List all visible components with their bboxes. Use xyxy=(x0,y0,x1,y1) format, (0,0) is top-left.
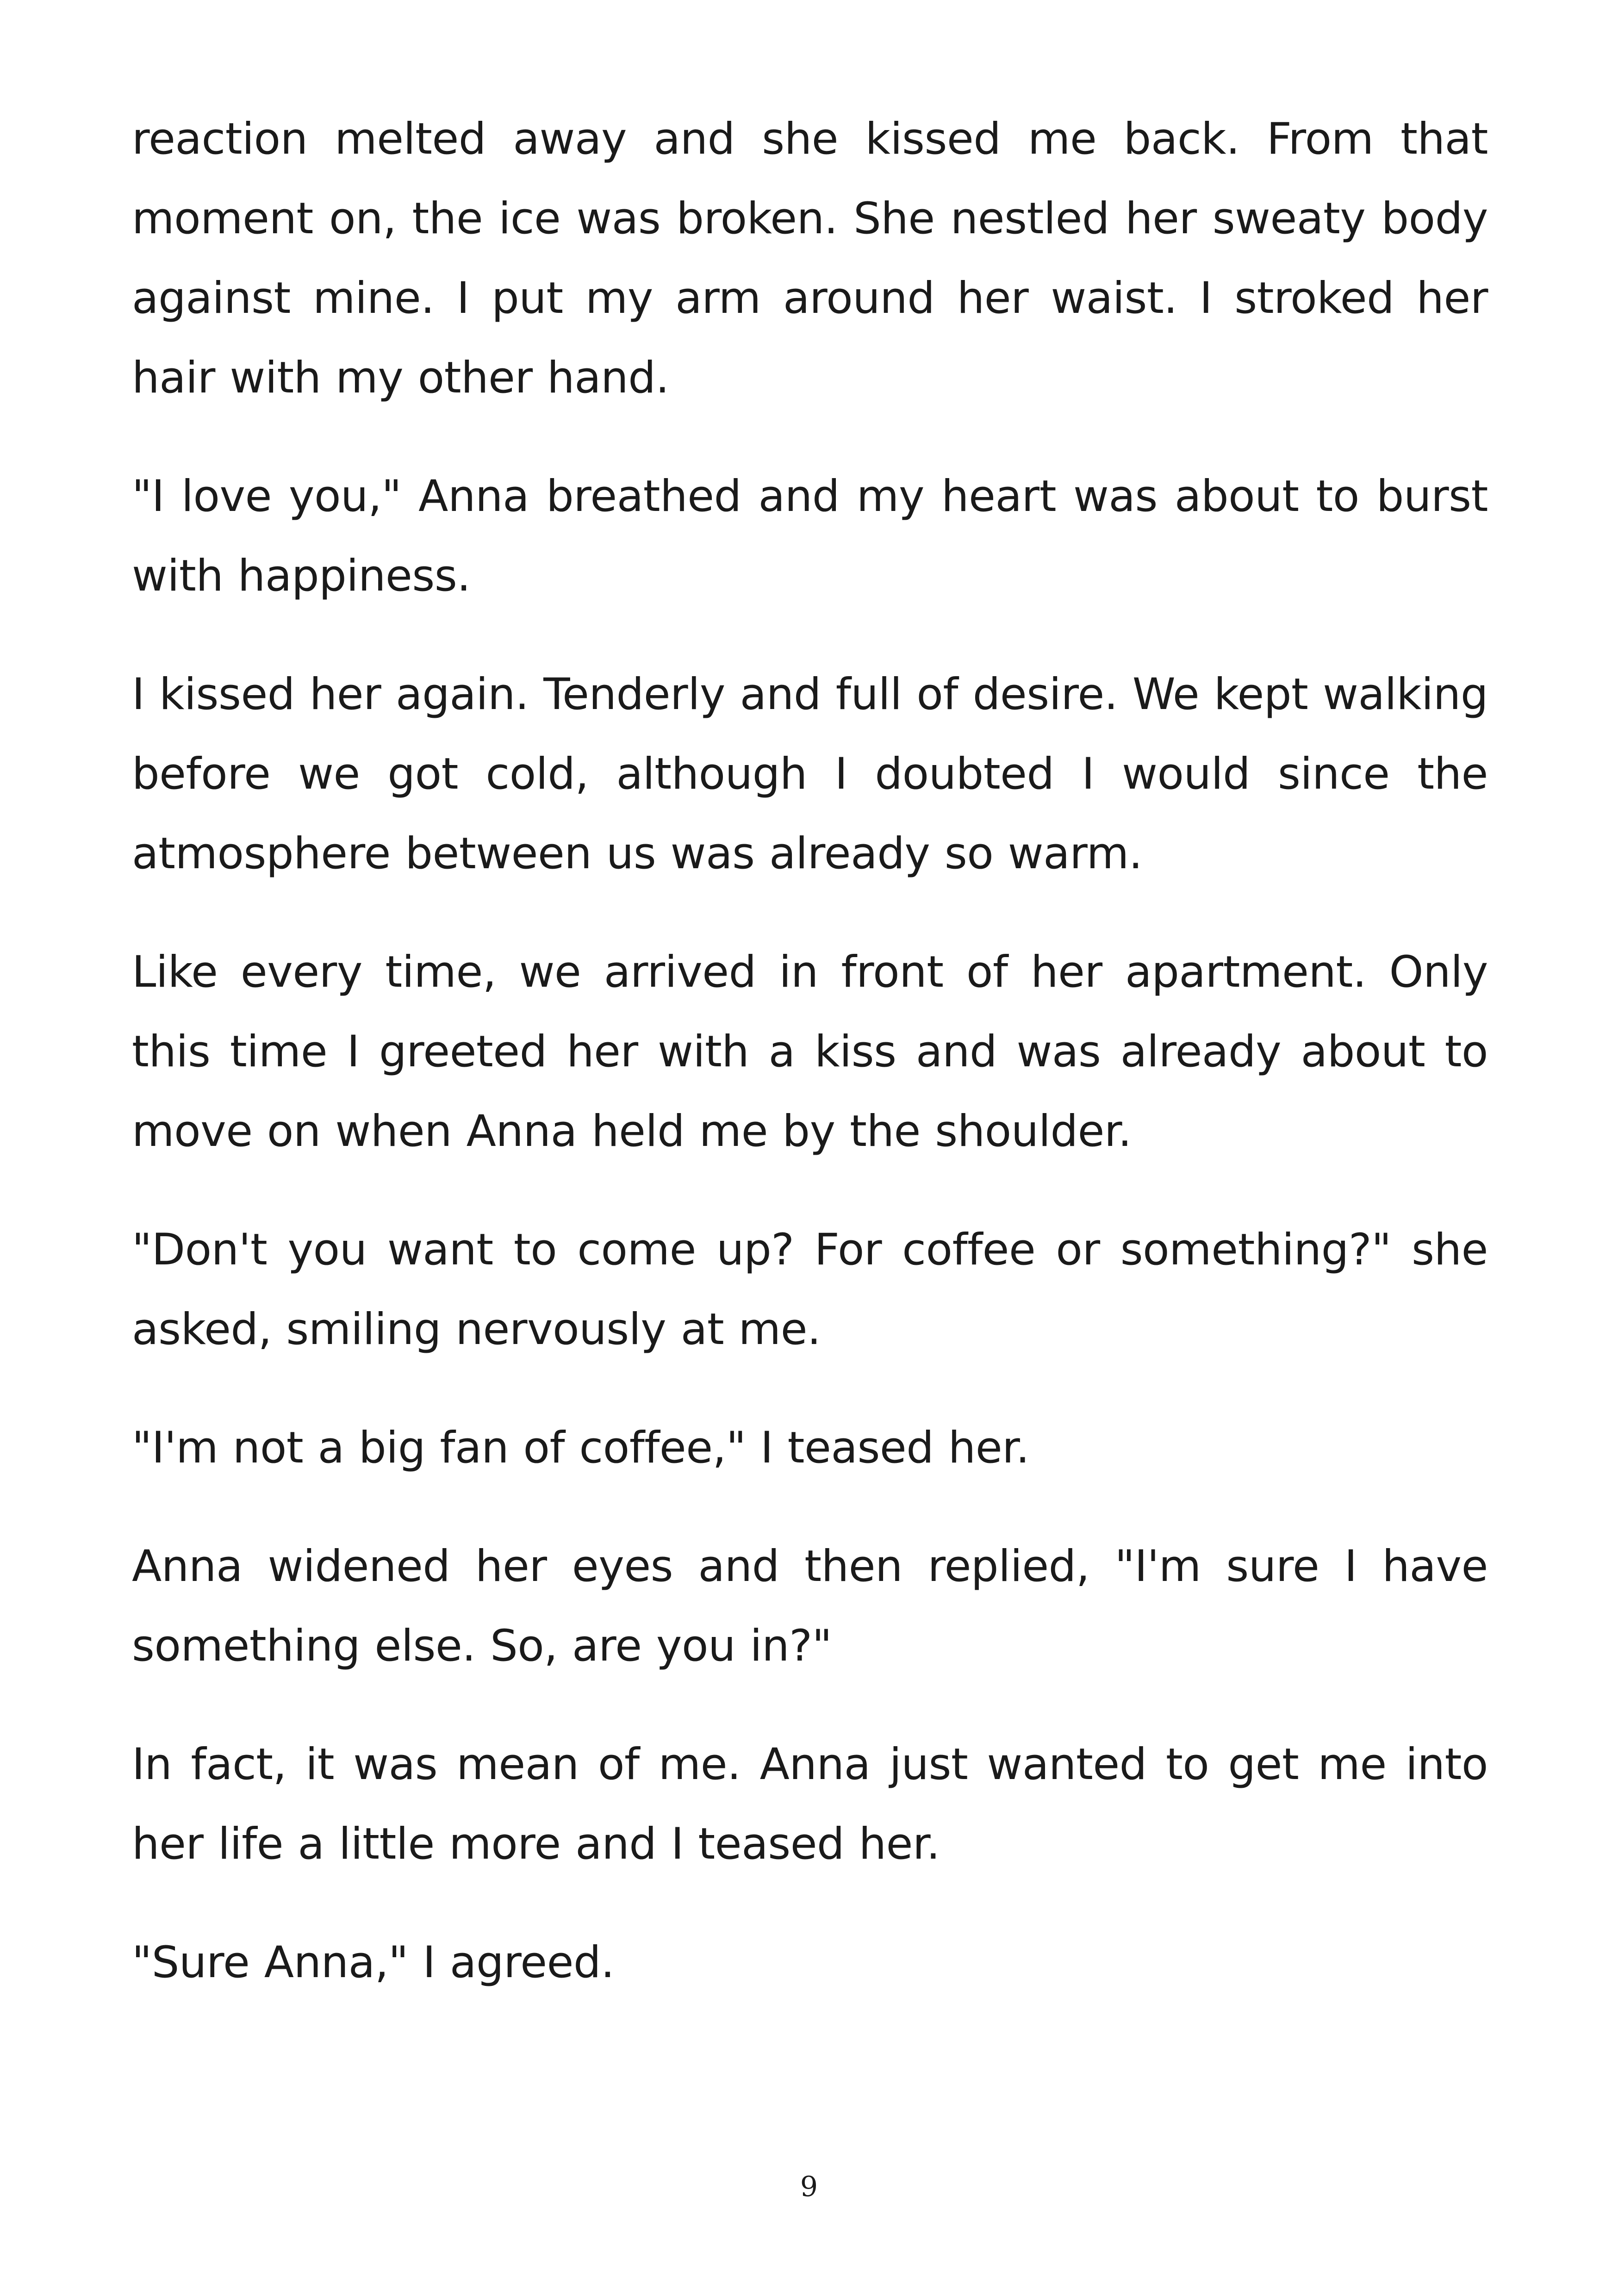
body-text xyxy=(132,100,1488,2041)
paragraph-6: "I'm not a big fan of coffee," I teased her. xyxy=(132,1423,1030,1473)
paragraph-5: "Don't you want to come up? For coffee or something?" she asked, smiling nervously at me. xyxy=(132,1225,1488,1355)
paragraph-8: In fact, it was mean of me. Anna just wanted to get me into her life a little more and I teased her. xyxy=(132,1739,1488,1869)
paragraph-2: "I love you," Anna breathed and my heart was about to burst with happiness. xyxy=(132,471,1488,601)
paragraph-4: Like every time, we arrived in front of her apartment. Only this time I greeted her with a kiss and was already about to move on when Anna held me by the shoulder. xyxy=(132,947,1488,1157)
paragraph-1: reaction melted away and she kissed me back. From that moment on, the ice was broken. She nestled her sweaty body against mine. I put my arm around her waist. I stroked her hair with my other hand. xyxy=(132,114,1488,403)
page-number: 9 xyxy=(800,2171,818,2203)
paragraph-7: Anna widened her eyes and then replied, "I'm sure I have something else. So, are you in?" xyxy=(132,1541,1488,1671)
paragraph-3: I kissed her again. Tenderly and full of desire. We kept walking before we got cold, although I doubted I would since the atmosphere between us was already so warm. xyxy=(132,669,1488,879)
paragraph-9: "Sure Anna," I agreed. xyxy=(132,1937,615,1988)
